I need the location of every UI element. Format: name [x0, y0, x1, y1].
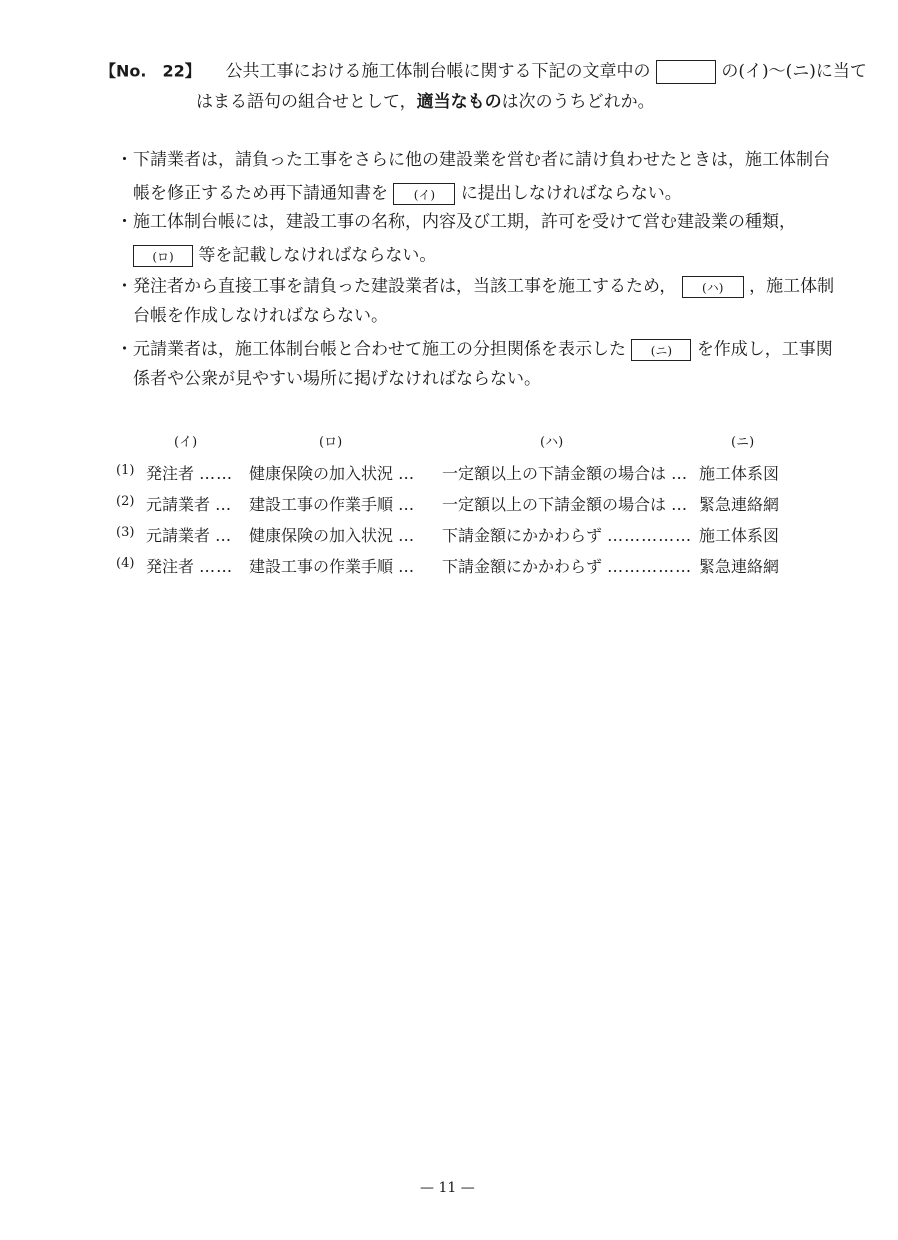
leader-dots: ……………	[607, 526, 693, 545]
question-number: 【No. 22】	[100, 61, 201, 81]
blank-box-ha: (ハ)	[682, 276, 744, 298]
question-header	[100, 60, 867, 84]
choice-ro	[249, 554, 415, 577]
choice-ro-text: 健康保険の加入状況	[249, 526, 394, 545]
choice-number: (3)	[116, 525, 135, 540]
choice-ro	[249, 492, 415, 515]
emphasis-text: 適当なもの	[416, 92, 502, 112]
bullet-1-line2	[133, 183, 682, 205]
bullet-3-text-end: ，施工体制	[749, 276, 835, 297]
bullet-1-text-end: に提出しなければならない。	[460, 183, 682, 204]
leader-dots: …	[215, 526, 233, 545]
bullet-2-line1: ・施工体制台帳には，建設工事の名称，内容及び工期，許可を受けて営む建設業の種類，	[116, 212, 796, 232]
bullet-2-line2	[133, 245, 436, 267]
bullet-4-text: ・元請業者は，施工体制台帳と合わせて施工の分担関係を表示した	[116, 339, 626, 360]
bullet-3-line1	[116, 276, 834, 298]
page-number: — 11 —	[420, 1180, 475, 1196]
choice-i-text: 発注者	[146, 464, 195, 483]
question-line2	[196, 94, 655, 111]
choice-ro-text: 建設工事の作業手順	[249, 495, 394, 514]
bullet-1-line1: ・下請業者は，請負った工事をさらに他の建設業を営む者に請け負わせたときは，施工体制台	[116, 150, 830, 170]
choice-ni: 施工体系図	[699, 526, 780, 545]
choice-ni: 施工体系図	[699, 464, 780, 483]
choice-ro-text: 健康保険の加入状況	[249, 464, 394, 483]
question-text-line2a: はまる語句の組合せとして，	[196, 92, 417, 112]
choice-i-text: 元請業者	[146, 526, 211, 545]
leader-dots: …	[671, 464, 689, 483]
blank-box	[656, 60, 716, 84]
choice-i	[146, 523, 232, 546]
choice-i	[146, 492, 232, 515]
blank-box-i: (イ)	[393, 183, 455, 205]
choice-ha-text: 一定額以上の下請金額の場合は	[442, 495, 667, 514]
leader-dots: …	[398, 464, 416, 483]
choice-i-text: 発注者	[146, 557, 195, 576]
header-ro: (ロ)	[319, 435, 343, 450]
blank-box-ro: (ロ)	[133, 245, 193, 267]
question-text-line1b: の(イ)〜(ニ)に当て	[721, 61, 867, 82]
choice-number: (2)	[116, 494, 135, 509]
choice-ro-text: 建設工事の作業手順	[249, 557, 394, 576]
leader-dots: …	[671, 495, 689, 514]
bullet-4-text-end: を作成し，工事関	[696, 339, 833, 360]
choice-ro	[249, 523, 415, 546]
question-text-line2b: は次のうちどれか。	[501, 92, 655, 112]
choice-ha-text: 下請金額にかかわらず	[442, 526, 603, 545]
leader-dots: …	[398, 557, 416, 576]
choice-ha	[442, 523, 692, 546]
choice-ha-text: 下請金額にかかわらず	[442, 557, 603, 576]
choice-ha	[442, 492, 688, 515]
leader-dots: …	[398, 495, 416, 514]
leader-dots: …	[398, 526, 416, 545]
choice-i-text: 元請業者	[146, 495, 211, 514]
bullet-3-line2: 台帳を作成しなければならない。	[133, 306, 388, 326]
choice-ha	[442, 554, 692, 577]
bullet-2-text-end: 等を記載しなければならない。	[198, 245, 437, 266]
choice-ro	[249, 461, 415, 484]
leader-dots: ……	[199, 464, 234, 483]
leader-dots: …	[215, 495, 233, 514]
choice-i	[146, 554, 233, 577]
blank-box-ni: (ニ)	[631, 339, 691, 361]
question-text-line1a: 公共工事における施工体制台帳に関する下記の文章中の	[225, 61, 651, 82]
choice-i	[146, 461, 233, 484]
choice-ha	[442, 461, 688, 484]
leader-dots: ……………	[607, 557, 693, 576]
leader-dots: ……	[199, 557, 234, 576]
choice-ni: 緊急連絡網	[699, 557, 780, 576]
header-ha: (ハ)	[540, 435, 564, 450]
bullet-4-line2: 係者や公衆が見やすい場所に掲げなければならない。	[133, 369, 541, 389]
bullet-1-text: 帳を修正するため再下請通知書を	[133, 183, 388, 204]
header-i: (イ)	[174, 435, 198, 450]
choice-ni: 緊急連絡網	[699, 495, 780, 514]
bullet-4-line1	[116, 339, 833, 361]
choice-ha-text: 一定額以上の下請金額の場合は	[442, 464, 667, 483]
header-ni: (ニ)	[731, 435, 755, 450]
choice-number: (1)	[116, 463, 135, 478]
bullet-3-text: ・発注者から直接工事を請負った建設業者は，当該工事を施工するため，	[116, 276, 677, 297]
choice-number: (4)	[116, 556, 135, 571]
